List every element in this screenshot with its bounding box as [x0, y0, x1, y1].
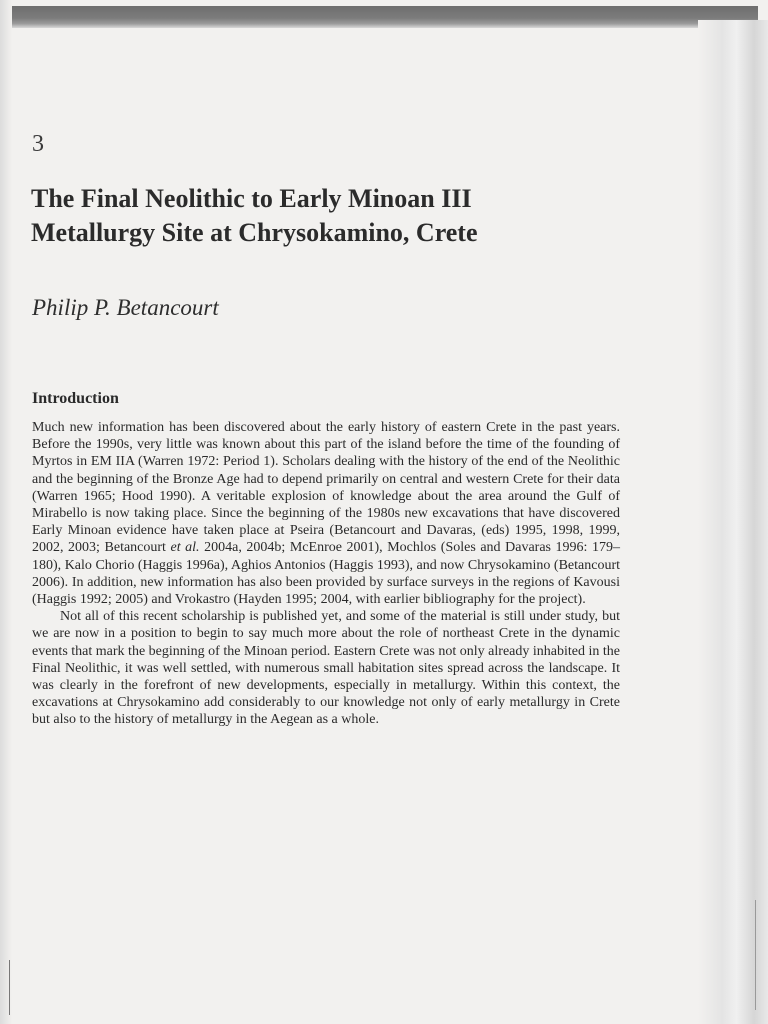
paragraph-2: Not all of this recent scholarship is published yet, and some of the material is still under study, but we are now in a position to begin to say much more about the role of northeast Crete in the dynamic events that mark the beginning of the Minoan period. Eastern Crete was not only already inhabited in the Final Neolithic, it was well settled, with numerous small habitation sites spread across the landscape. It was clearly in the forefront of new developments, especially in metallurgy. Within this context, the excavations at Chrysokamino add considerably to our knowledge not only of early metallurgy in Crete but also to the history of metallurgy in the Aegean as a whole. [32, 609, 620, 728]
paragraph-1-part-2: 2004a, 2004b; McEnroe 2001), Mochlos (Soles and Davaras 1996: 179–180), Kalo Chorio (Haggis 1996a), Aghios Antonios (Haggis 1993), and now Chrysokamino (Betancourt 2006). In addition, new information has also been provided by surface surveys in the regions of Kavousi (Haggis 1992; 2005) and Vrokastro (Hayden 1995; 2004, with earlier bibliography for the project). [32, 540, 620, 608]
chapter-title-line-1: The Final Neolithic to Early Minoan III [31, 184, 472, 213]
scan-right-shadow [698, 20, 768, 1024]
scan-left-mark [9, 960, 10, 1015]
paragraph-1 [32, 419, 620, 608]
body-text [32, 419, 620, 729]
paragraph-1-italic: et al. [170, 540, 200, 556]
scan-left-shadow [0, 0, 12, 1024]
author-name: Philip P. Betancourt [32, 295, 219, 320]
chapter-title [31, 182, 671, 250]
chapter-title-line-2: Metallurgy Site at Chrysokamino, Crete [31, 218, 478, 247]
paragraph-1-part-1: Much new information has been discovered about the early history of eastern Crete in the past years. Before the 1990s, very little was known about this part of the island before the time of the founding of Myrtos in EM IIA (Warren 1972: Period 1). Scholars dealing with the history of the end of the Neolithic and the beginning of the Bronze Age had to depend primarily on central and western Crete for their data (Warren 1965; Hood 1990). A veritable explosion of knowledge about the area around the Gulf of Mirabello is now taking place. Since the beginning of the 1980s new excavations that have discovered Early Minoan evidence have taken place at Pseira (Betancourt and Davaras, (eds) 1995, 1998, 1999, 2002, 2003; Betancourt [32, 420, 620, 556]
scan-top-edge [10, 6, 758, 28]
chapter-number: 3 [32, 131, 44, 157]
scan-right-mark [755, 900, 756, 1010]
section-heading: Introduction [32, 390, 119, 407]
